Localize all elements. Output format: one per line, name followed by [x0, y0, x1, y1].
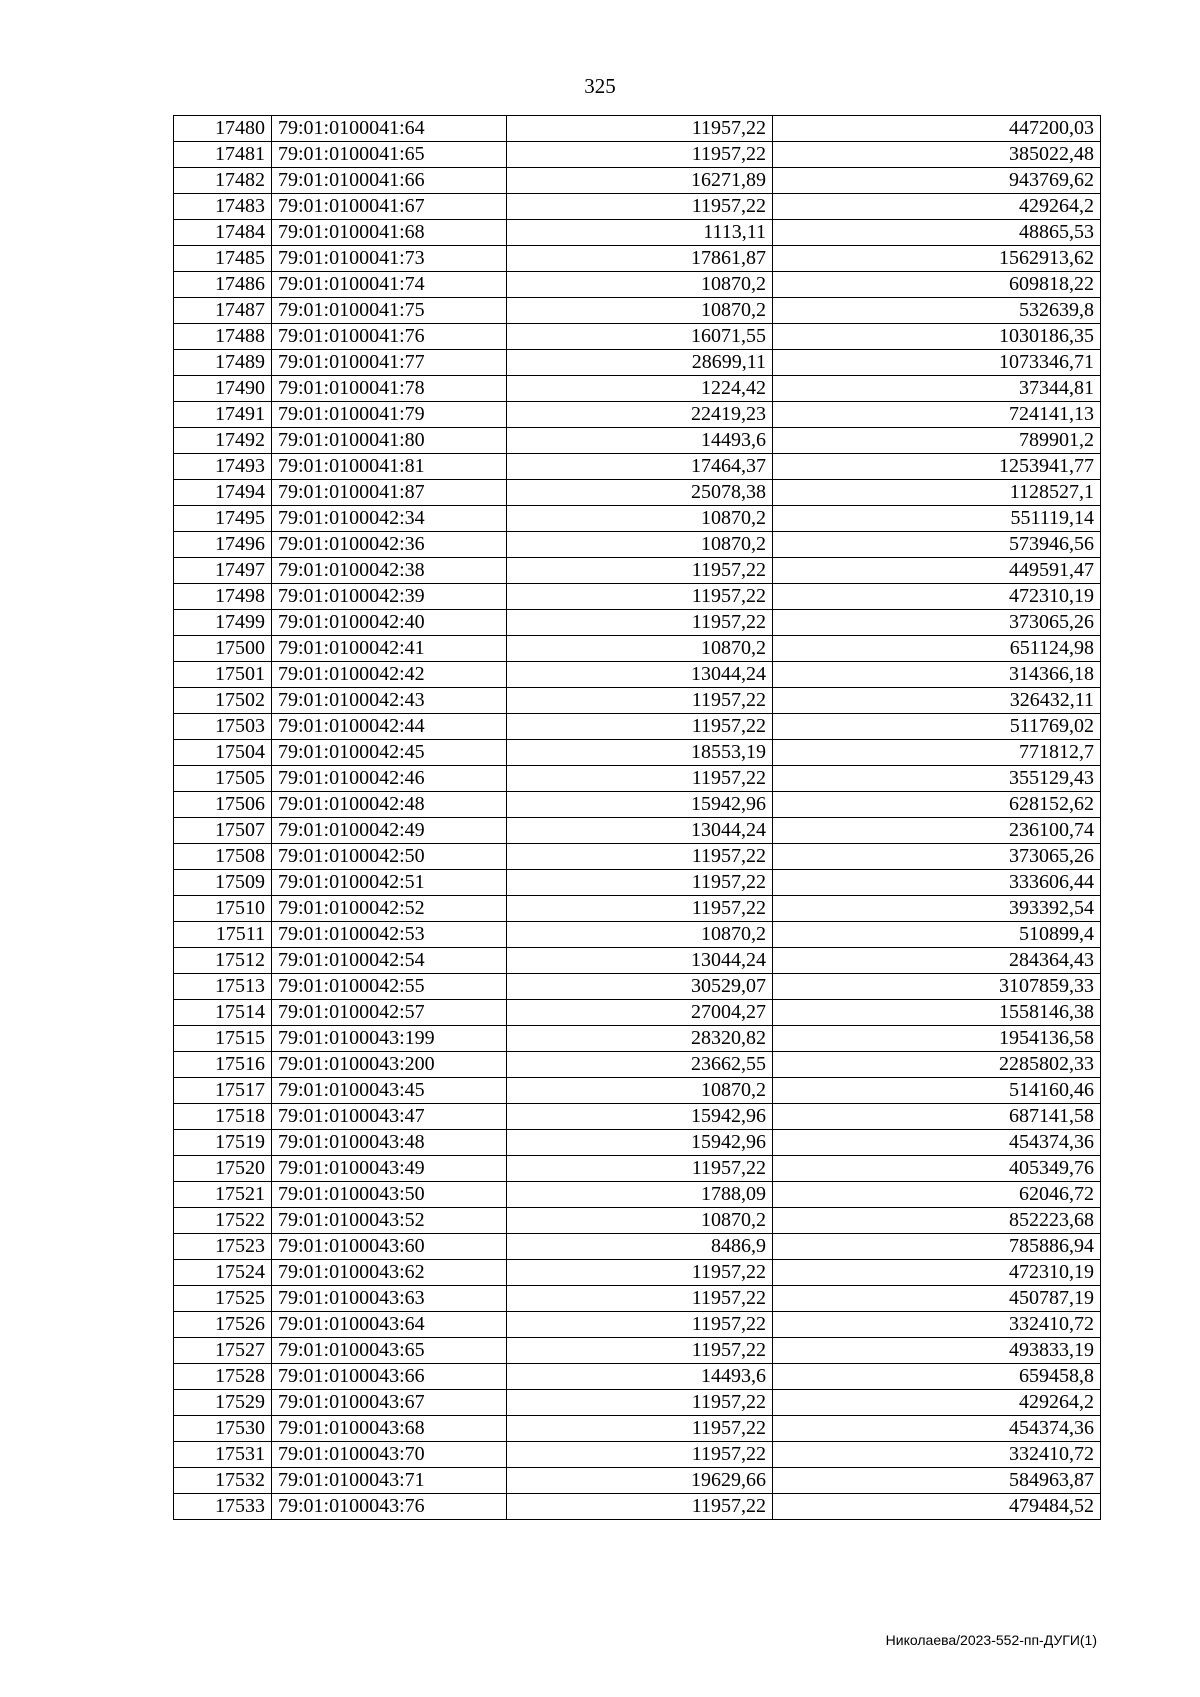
cadastral-number-cell: 79:01:0100043:52 [272, 1208, 507, 1234]
table-row [174, 168, 1101, 194]
row-number-cell: 17515 [174, 1026, 272, 1052]
area-cell: 11957,22 [507, 1312, 773, 1338]
row-number-cell: 17531 [174, 1442, 272, 1468]
cadastral-number-cell: 79:01:0100043:67 [272, 1390, 507, 1416]
table-row [174, 792, 1101, 818]
table-row [174, 922, 1101, 948]
area-cell: 15942,96 [507, 1104, 773, 1130]
value-cell: 48865,53 [773, 220, 1101, 246]
value-cell: 405349,76 [773, 1156, 1101, 1182]
value-cell: 385022,48 [773, 142, 1101, 168]
table-row [174, 1416, 1101, 1442]
row-number-cell: 17492 [174, 428, 272, 454]
cadastral-number-cell: 79:01:0100042:57 [272, 1000, 507, 1026]
value-cell: 355129,43 [773, 766, 1101, 792]
area-cell: 1224,42 [507, 376, 773, 402]
value-cell: 785886,94 [773, 1234, 1101, 1260]
page-number: 325 [584, 74, 616, 98]
table-row [174, 194, 1101, 220]
area-cell: 10870,2 [507, 272, 773, 298]
row-number-cell: 17485 [174, 246, 272, 272]
row-number-cell: 17486 [174, 272, 272, 298]
cadastral-number-cell: 79:01:0100043:47 [272, 1104, 507, 1130]
cadastral-number-cell: 79:01:0100041:67 [272, 194, 507, 220]
area-cell: 19629,66 [507, 1468, 773, 1494]
row-number-cell: 17506 [174, 792, 272, 818]
cadastral-number-cell: 79:01:0100042:39 [272, 584, 507, 610]
cadastral-number-cell: 79:01:0100042:40 [272, 610, 507, 636]
row-number-cell: 17521 [174, 1182, 272, 1208]
table-row [174, 584, 1101, 610]
area-cell: 11957,22 [507, 688, 773, 714]
cadastral-number-cell: 79:01:0100042:41 [272, 636, 507, 662]
area-cell: 10870,2 [507, 532, 773, 558]
row-number-cell: 17525 [174, 1286, 272, 1312]
row-number-cell: 17510 [174, 896, 272, 922]
table-row [174, 688, 1101, 714]
table-row [174, 506, 1101, 532]
table-row [174, 844, 1101, 870]
row-number-cell: 17527 [174, 1338, 272, 1364]
area-cell: 11957,22 [507, 1156, 773, 1182]
area-cell: 11957,22 [507, 142, 773, 168]
area-cell: 10870,2 [507, 636, 773, 662]
table-row [174, 1208, 1101, 1234]
cadastral-number-cell: 79:01:0100042:36 [272, 532, 507, 558]
table-row [174, 1130, 1101, 1156]
cadastral-number-cell: 79:01:0100041:81 [272, 454, 507, 480]
row-number-cell: 17524 [174, 1260, 272, 1286]
table-row [174, 870, 1101, 896]
cadastral-number-cell: 79:01:0100042:45 [272, 740, 507, 766]
row-number-cell: 17522 [174, 1208, 272, 1234]
cadastral-number-cell: 79:01:0100043:200 [272, 1052, 507, 1078]
value-cell: 284364,43 [773, 948, 1101, 974]
value-cell: 472310,19 [773, 584, 1101, 610]
row-number-cell: 17532 [174, 1468, 272, 1494]
value-cell: 429264,2 [773, 194, 1101, 220]
area-cell: 10870,2 [507, 1208, 773, 1234]
area-cell: 28320,82 [507, 1026, 773, 1052]
row-number-cell: 17490 [174, 376, 272, 402]
area-cell: 11957,22 [507, 558, 773, 584]
value-cell: 532639,8 [773, 298, 1101, 324]
table-row [174, 220, 1101, 246]
row-number-cell: 17503 [174, 714, 272, 740]
area-cell: 30529,07 [507, 974, 773, 1000]
cadastral-number-cell: 79:01:0100043:48 [272, 1130, 507, 1156]
table-body [174, 116, 1101, 1520]
area-cell: 1788,09 [507, 1182, 773, 1208]
row-number-cell: 17488 [174, 324, 272, 350]
table-row [174, 636, 1101, 662]
cadastral-number-cell: 79:01:0100042:52 [272, 896, 507, 922]
value-cell: 472310,19 [773, 1260, 1101, 1286]
value-cell: 326432,11 [773, 688, 1101, 714]
table-row [174, 896, 1101, 922]
area-cell: 13044,24 [507, 948, 773, 974]
data-table [173, 115, 1101, 1520]
row-number-cell: 17496 [174, 532, 272, 558]
table-row [174, 1026, 1101, 1052]
value-cell: 493833,19 [773, 1338, 1101, 1364]
value-cell: 373065,26 [773, 610, 1101, 636]
cadastral-number-cell: 79:01:0100041:79 [272, 402, 507, 428]
area-cell: 11957,22 [507, 1286, 773, 1312]
area-cell: 11957,22 [507, 584, 773, 610]
area-cell: 23662,55 [507, 1052, 773, 1078]
value-cell: 609818,22 [773, 272, 1101, 298]
cadastral-number-cell: 79:01:0100042:34 [272, 506, 507, 532]
value-cell: 373065,26 [773, 844, 1101, 870]
table-row [174, 1338, 1101, 1364]
table-row [174, 948, 1101, 974]
row-number-cell: 17493 [174, 454, 272, 480]
value-cell: 852223,68 [773, 1208, 1101, 1234]
value-cell: 1030186,35 [773, 324, 1101, 350]
table-row [174, 1182, 1101, 1208]
area-cell: 17861,87 [507, 246, 773, 272]
row-number-cell: 17512 [174, 948, 272, 974]
cadastral-number-cell: 79:01:0100042:43 [272, 688, 507, 714]
value-cell: 1558146,38 [773, 1000, 1101, 1026]
value-cell: 1128527,1 [773, 480, 1101, 506]
value-cell: 511769,02 [773, 714, 1101, 740]
row-number-cell: 17501 [174, 662, 272, 688]
value-cell: 37344,81 [773, 376, 1101, 402]
table-row [174, 662, 1101, 688]
row-number-cell: 17494 [174, 480, 272, 506]
area-cell: 11957,22 [507, 1338, 773, 1364]
cadastral-number-cell: 79:01:0100041:75 [272, 298, 507, 324]
area-cell: 11957,22 [507, 194, 773, 220]
table-row [174, 454, 1101, 480]
value-cell: 551119,14 [773, 506, 1101, 532]
table-row [174, 1390, 1101, 1416]
cadastral-number-cell: 79:01:0100041:80 [272, 428, 507, 454]
table-row [174, 974, 1101, 1000]
table-row [174, 1104, 1101, 1130]
value-cell: 1073346,71 [773, 350, 1101, 376]
area-cell: 10870,2 [507, 506, 773, 532]
value-cell: 333606,44 [773, 870, 1101, 896]
area-cell: 16071,55 [507, 324, 773, 350]
cadastral-number-cell: 79:01:0100042:53 [272, 922, 507, 948]
cadastral-number-cell: 79:01:0100042:44 [272, 714, 507, 740]
value-cell: 62046,72 [773, 1182, 1101, 1208]
table-row [174, 818, 1101, 844]
row-number-cell: 17508 [174, 844, 272, 870]
area-cell: 11957,22 [507, 1416, 773, 1442]
value-cell: 651124,98 [773, 636, 1101, 662]
table-row [174, 1312, 1101, 1338]
row-number-cell: 17528 [174, 1364, 272, 1390]
value-cell: 3107859,33 [773, 974, 1101, 1000]
cadastral-number-cell: 79:01:0100041:77 [272, 350, 507, 376]
cadastral-number-cell: 79:01:0100043:63 [272, 1286, 507, 1312]
row-number-cell: 17491 [174, 402, 272, 428]
value-cell: 447200,03 [773, 116, 1101, 142]
area-cell: 28699,11 [507, 350, 773, 376]
value-cell: 724141,13 [773, 402, 1101, 428]
table-row [174, 272, 1101, 298]
area-cell: 11957,22 [507, 1494, 773, 1520]
table-row [174, 1156, 1101, 1182]
table-row [174, 428, 1101, 454]
cadastral-number-cell: 79:01:0100041:78 [272, 376, 507, 402]
area-cell: 22419,23 [507, 402, 773, 428]
cadastral-number-cell: 79:01:0100041:73 [272, 246, 507, 272]
row-number-cell: 17500 [174, 636, 272, 662]
area-cell: 8486,9 [507, 1234, 773, 1260]
table-row [174, 610, 1101, 636]
table-row [174, 324, 1101, 350]
row-number-cell: 17499 [174, 610, 272, 636]
area-cell: 11957,22 [507, 714, 773, 740]
row-number-cell: 17482 [174, 168, 272, 194]
area-cell: 13044,24 [507, 818, 773, 844]
cadastral-number-cell: 79:01:0100043:76 [272, 1494, 507, 1520]
cadastral-number-cell: 79:01:0100042:51 [272, 870, 507, 896]
cadastral-number-cell: 79:01:0100043:50 [272, 1182, 507, 1208]
area-cell: 11957,22 [507, 1390, 773, 1416]
area-cell: 11957,22 [507, 610, 773, 636]
row-number-cell: 17523 [174, 1234, 272, 1260]
row-number-cell: 17507 [174, 818, 272, 844]
area-cell: 16271,89 [507, 168, 773, 194]
area-cell: 10870,2 [507, 1078, 773, 1104]
row-number-cell: 17513 [174, 974, 272, 1000]
area-cell: 15942,96 [507, 1130, 773, 1156]
value-cell: 454374,36 [773, 1130, 1101, 1156]
area-cell: 10870,2 [507, 922, 773, 948]
value-cell: 314366,18 [773, 662, 1101, 688]
area-cell: 27004,27 [507, 1000, 773, 1026]
table-row [174, 766, 1101, 792]
row-number-cell: 17533 [174, 1494, 272, 1520]
table-row [174, 480, 1101, 506]
cadastral-number-cell: 79:01:0100041:66 [272, 168, 507, 194]
row-number-cell: 17481 [174, 142, 272, 168]
row-number-cell: 17519 [174, 1130, 272, 1156]
cadastral-number-cell: 79:01:0100041:74 [272, 272, 507, 298]
cadastral-number-cell: 79:01:0100043:45 [272, 1078, 507, 1104]
value-cell: 659458,8 [773, 1364, 1101, 1390]
value-cell: 628152,62 [773, 792, 1101, 818]
area-cell: 11957,22 [507, 896, 773, 922]
area-cell: 11957,22 [507, 766, 773, 792]
value-cell: 789901,2 [773, 428, 1101, 454]
value-cell: 393392,54 [773, 896, 1101, 922]
row-number-cell: 17526 [174, 1312, 272, 1338]
value-cell: 573946,56 [773, 532, 1101, 558]
table-row [174, 1364, 1101, 1390]
area-cell: 10870,2 [507, 298, 773, 324]
area-cell: 11957,22 [507, 1260, 773, 1286]
table-row [174, 740, 1101, 766]
cadastral-number-cell: 79:01:0100042:42 [272, 662, 507, 688]
area-cell: 11957,22 [507, 870, 773, 896]
cadastral-number-cell: 79:01:0100043:64 [272, 1312, 507, 1338]
cadastral-number-cell: 79:01:0100043:70 [272, 1442, 507, 1468]
cadastral-number-cell: 79:01:0100042:46 [272, 766, 507, 792]
cadastral-number-cell: 79:01:0100043:60 [272, 1234, 507, 1260]
row-number-cell: 17489 [174, 350, 272, 376]
cadastral-number-cell: 79:01:0100042:38 [272, 558, 507, 584]
row-number-cell: 17516 [174, 1052, 272, 1078]
area-cell: 1113,11 [507, 220, 773, 246]
value-cell: 332410,72 [773, 1312, 1101, 1338]
table-row [174, 1286, 1101, 1312]
value-cell: 771812,7 [773, 740, 1101, 766]
row-number-cell: 17498 [174, 584, 272, 610]
cadastral-number-cell: 79:01:0100042:49 [272, 818, 507, 844]
cadastral-number-cell: 79:01:0100041:65 [272, 142, 507, 168]
row-number-cell: 17484 [174, 220, 272, 246]
area-cell: 15942,96 [507, 792, 773, 818]
cadastral-number-cell: 79:01:0100043:66 [272, 1364, 507, 1390]
row-number-cell: 17505 [174, 766, 272, 792]
cadastral-number-cell: 79:01:0100042:48 [272, 792, 507, 818]
table-row [174, 350, 1101, 376]
row-number-cell: 17502 [174, 688, 272, 714]
value-cell: 332410,72 [773, 1442, 1101, 1468]
area-cell: 18553,19 [507, 740, 773, 766]
table-row [174, 558, 1101, 584]
table-row [174, 1234, 1101, 1260]
value-cell: 1253941,77 [773, 454, 1101, 480]
cadastral-number-cell: 79:01:0100042:50 [272, 844, 507, 870]
table-row [174, 1052, 1101, 1078]
area-cell: 17464,37 [507, 454, 773, 480]
table-row [174, 1442, 1101, 1468]
area-cell: 13044,24 [507, 662, 773, 688]
value-cell: 943769,62 [773, 168, 1101, 194]
value-cell: 449591,47 [773, 558, 1101, 584]
area-cell: 11957,22 [507, 116, 773, 142]
cadastral-number-cell: 79:01:0100042:54 [272, 948, 507, 974]
cadastral-number-cell: 79:01:0100043:199 [272, 1026, 507, 1052]
area-cell: 11957,22 [507, 1442, 773, 1468]
table-row [174, 1468, 1101, 1494]
value-cell: 510899,4 [773, 922, 1101, 948]
row-number-cell: 17520 [174, 1156, 272, 1182]
cadastral-number-cell: 79:01:0100043:62 [272, 1260, 507, 1286]
table-row [174, 714, 1101, 740]
value-cell: 687141,58 [773, 1104, 1101, 1130]
table-row [174, 1260, 1101, 1286]
footer-document-id: Николаева/2023-552-пп-ДУГИ(1) [885, 1632, 1097, 1648]
table-row [174, 246, 1101, 272]
row-number-cell: 17497 [174, 558, 272, 584]
cadastral-number-cell: 79:01:0100043:71 [272, 1468, 507, 1494]
table-row [174, 142, 1101, 168]
value-cell: 454374,36 [773, 1416, 1101, 1442]
row-number-cell: 17517 [174, 1078, 272, 1104]
row-number-cell: 17495 [174, 506, 272, 532]
row-number-cell: 17487 [174, 298, 272, 324]
row-number-cell: 17509 [174, 870, 272, 896]
value-cell: 584963,87 [773, 1468, 1101, 1494]
table-row [174, 1494, 1101, 1520]
value-cell: 1562913,62 [773, 246, 1101, 272]
value-cell: 1954136,58 [773, 1026, 1101, 1052]
row-number-cell: 17504 [174, 740, 272, 766]
table-row [174, 402, 1101, 428]
table-row [174, 1000, 1101, 1026]
row-number-cell: 17511 [174, 922, 272, 948]
value-cell: 514160,46 [773, 1078, 1101, 1104]
cadastral-number-cell: 79:01:0100041:87 [272, 480, 507, 506]
cadastral-number-cell: 79:01:0100043:68 [272, 1416, 507, 1442]
area-cell: 14493,6 [507, 1364, 773, 1390]
row-number-cell: 17514 [174, 1000, 272, 1026]
cadastral-number-cell: 79:01:0100041:76 [272, 324, 507, 350]
value-cell: 450787,19 [773, 1286, 1101, 1312]
cadastral-number-cell: 79:01:0100043:49 [272, 1156, 507, 1182]
row-number-cell: 17529 [174, 1390, 272, 1416]
table-row [174, 298, 1101, 324]
table-row [174, 376, 1101, 402]
value-cell: 479484,52 [773, 1494, 1101, 1520]
table-row [174, 116, 1101, 142]
value-cell: 236100,74 [773, 818, 1101, 844]
row-number-cell: 17480 [174, 116, 272, 142]
table-row [174, 1078, 1101, 1104]
row-number-cell: 17530 [174, 1416, 272, 1442]
value-cell: 2285802,33 [773, 1052, 1101, 1078]
cadastral-number-cell: 79:01:0100043:65 [272, 1338, 507, 1364]
area-cell: 25078,38 [507, 480, 773, 506]
row-number-cell: 17518 [174, 1104, 272, 1130]
cadastral-number-cell: 79:01:0100042:55 [272, 974, 507, 1000]
value-cell: 429264,2 [773, 1390, 1101, 1416]
cadastral-number-cell: 79:01:0100041:64 [272, 116, 507, 142]
cadastral-number-cell: 79:01:0100041:68 [272, 220, 507, 246]
table-row [174, 532, 1101, 558]
area-cell: 14493,6 [507, 428, 773, 454]
area-cell: 11957,22 [507, 844, 773, 870]
row-number-cell: 17483 [174, 194, 272, 220]
